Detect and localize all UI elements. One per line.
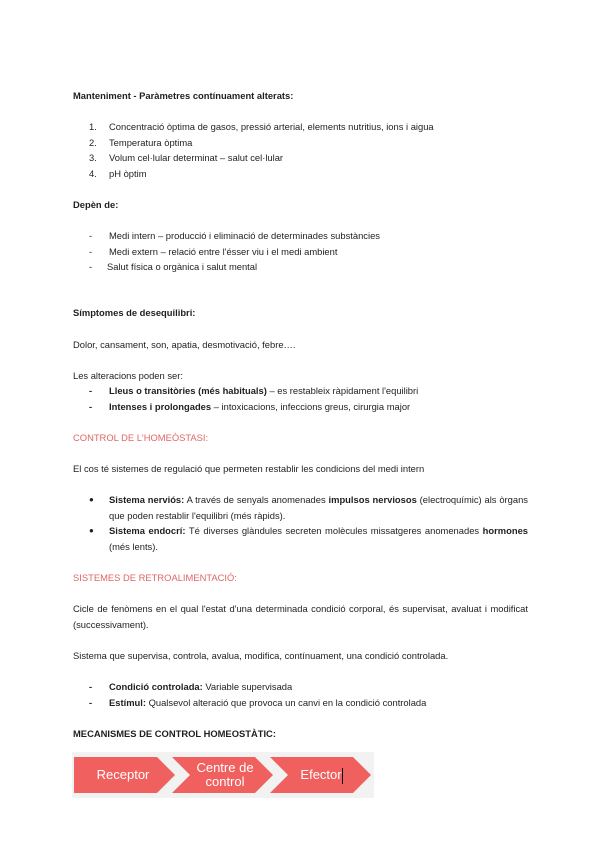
control-heading: CONTROL DE L'HOMEÒSTASI: — [73, 432, 209, 443]
list-item: - Medi intern – producció i eliminació de determinades substàncies — [89, 230, 380, 241]
feedback-heading: SISTEMES DE RETROALIMENTACIÓ: — [73, 572, 237, 583]
control-intro: El cos té sistemes de regulació que permeten restablir les condicions del medi intern — [73, 463, 425, 474]
list-item: 3. Volum cel·lular determinat – salut cel·lular — [89, 152, 284, 163]
symptoms-heading: Símptomes de desequilibri: — [73, 307, 196, 318]
list-item: ● Sistema nerviós: A través de senyals anomenades impulsos nerviosos (electroquímic) als òrgans que poden restablir l'equilibri (més ràpids). — [89, 494, 528, 521]
control-flow-diagram — [72, 752, 374, 798]
maintenance-list — [73, 119, 528, 181]
symptoms-text: Dolor, cansament, son, apatia, desmotivació, febre…. — [73, 339, 296, 350]
text-cursor — [342, 768, 343, 784]
feedback-list — [73, 679, 528, 710]
control-list — [73, 492, 528, 554]
flow-label-control-center: Centre de control — [196, 760, 254, 789]
list-item: - Medi extern – relació entre l'ésser viu i el medi ambient — [89, 245, 338, 257]
list-item: ● Sistema endocrí: Té diverses glàndules secreten molècules missatgeres anomenades hormones (més lents). — [89, 525, 528, 552]
list-item: - Estímul: Qualsevol alteració que provoca un canvi en la condició controlada — [89, 696, 427, 708]
list-item: - Intenses i prolongades – intoxicacions, infeccions greus, cirurgia major — [89, 400, 411, 412]
depends-list — [73, 228, 528, 275]
alterations-list — [73, 383, 528, 414]
depends-heading: Depèn de: — [73, 199, 119, 210]
list-item: - Condició controlada: Variable supervisada — [89, 681, 293, 692]
list-item: - Lleus o transitòries (més habituals) – es restableix ràpidament l'equilibri — [89, 385, 419, 396]
list-item: 2. Temperatura òptima — [89, 136, 193, 148]
symptoms-intro: Les alteracions poden ser: — [73, 370, 183, 381]
maintenance-heading: Manteniment - Paràmetres contínuament alterats: — [73, 90, 294, 101]
feedback-system: Sistema que supervisa, controla, avalua, modifica, contínuament, una condició controlada. — [73, 650, 449, 661]
list-item: - Salut física o orgànica i salut mental — [89, 261, 258, 272]
mechanisms-heading: MECANISMES DE CONTROL HOMEOSTÀTIC: — [73, 728, 276, 739]
feedback-definition: Cicle de fenòmens en el qual l'estat d'una determinada condició corporal, és supervisat, avaluat i modificat (successivament). — [73, 603, 528, 630]
flow-label-effector: Efector — [300, 767, 342, 782]
list-item: 4. pH òptim — [89, 167, 147, 179]
flow-label-receptor: Receptor — [96, 767, 150, 782]
list-item: 1. Concentració òptima de gasos, pressió arterial, elements nutritius, ions i aigua — [89, 121, 434, 132]
